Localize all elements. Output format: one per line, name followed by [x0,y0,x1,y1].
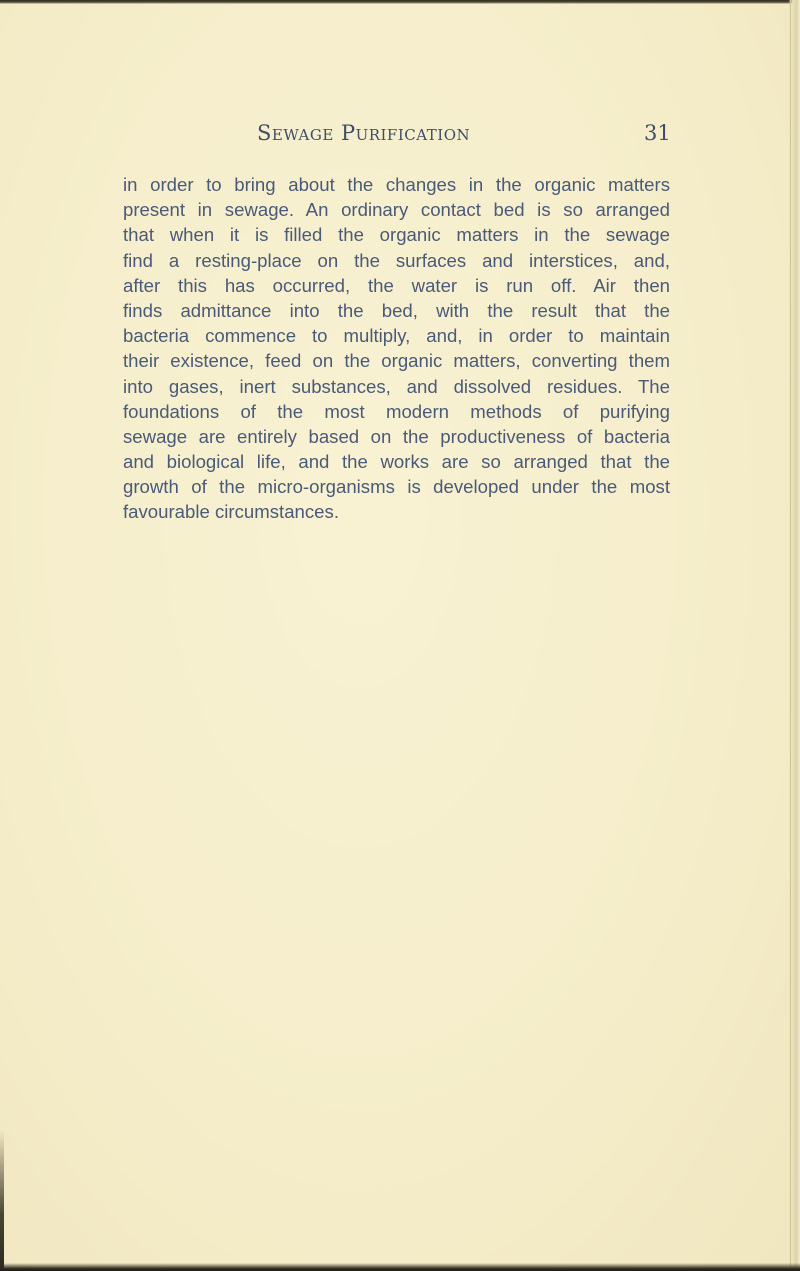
paragraph-line: finds admittance into the bed, with the result that the [123,299,670,321]
paragraph-line: foundations of the most modern methods of purifying [123,400,670,422]
paragraph-line: that when it is filled the organic matters in the sewage [123,224,670,246]
paragraph-line: bacteria commence to multiply, and, in order to maintain [123,325,670,347]
paragraph-line: growth of the micro-organisms is developed under the most [123,476,670,498]
paragraph-line: favourable circumstances. [123,501,339,523]
page-right-edge-line [790,0,791,1271]
paragraph-line: find a resting-place on the surfaces and interstices, and, [123,249,670,271]
body-paragraph [123,172,670,525]
page-left-edge [0,1130,4,1271]
paragraph-line: sewage are entirely based on the productiveness of bacteria [123,425,670,447]
paragraph-line: into gases, inert substances, and dissolved residues. The [123,375,670,397]
paragraph-line: after this has occurred, the water is run off. Air then [123,274,670,296]
page-top-edge [0,0,800,4]
running-head-title: Sewage Purification [257,121,471,145]
running-head [0,121,800,153]
paragraph-line: in order to bring about the changes in the organic matters [123,174,670,195]
page-bottom-edge [0,1263,800,1271]
paragraph-line: and biological life, and the works are so arranged that the [123,451,670,473]
page-number: 31 [644,121,671,145]
paragraph-line: present in sewage. An ordinary contact bed is so arranged [123,199,670,221]
paragraph-line: their existence, feed on the organic matters, converting them [123,350,670,372]
